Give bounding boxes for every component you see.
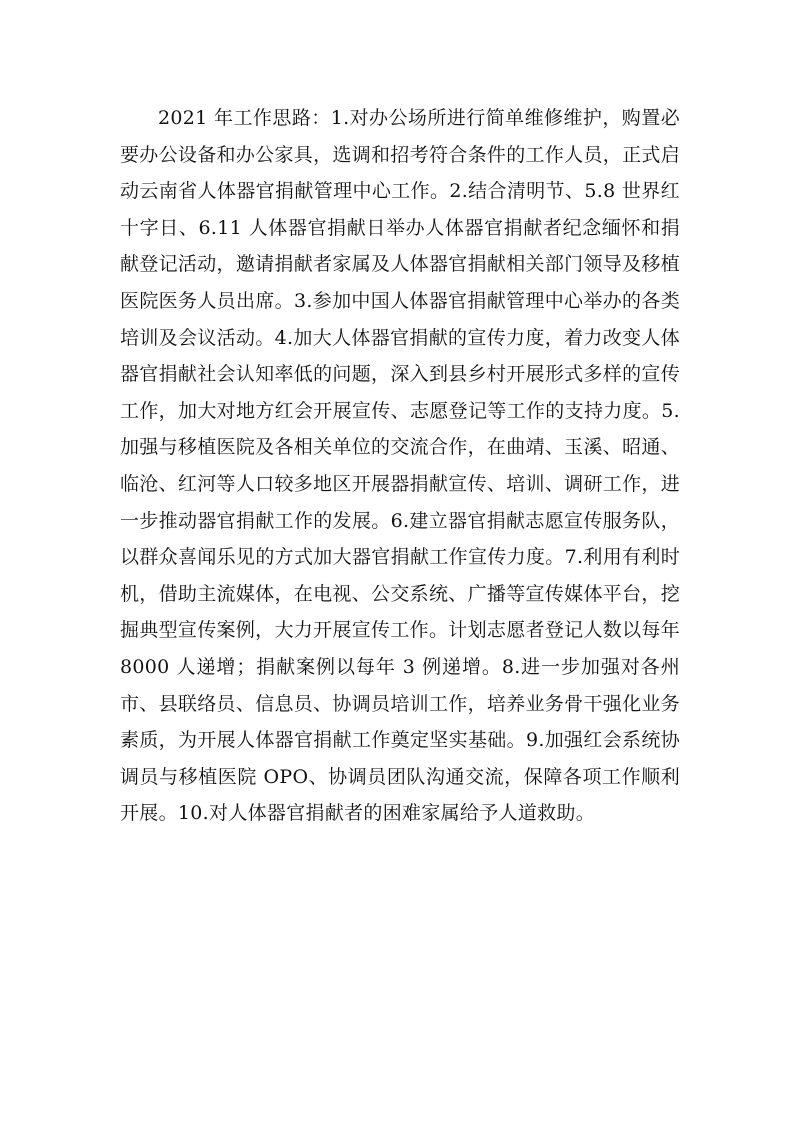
- work-plan-paragraph: 2021 年工作思路：1.对办公场所进行简单维修维护，购置必要办公设备和办公家具，选调和招考符合条件的工作人员，正式启动云南省人体器官捐献管理中心工作。2.结合清明节、5.8 世界红十字日、6.11 人体器官捐献日举办人体器官捐献者纪念缅怀和捐献登记活动，邀请捐献者家属及人体器官捐献相关部门领导及移植医院医务人员出席。3.参加中国人体器官捐献管理中心举办的各类培训及会议活动。4.加大人体器官捐献的宣传力度，着力改变人体器官捐献社会认知率低的问题，深入到县乡村开展形式多样的宣传工作，加大对地方红会开展宣传、志愿登记等工作的支持力度。5.加强与移植医院及各相关单位的交流合作，在曲靖、玉溪、昭通、临沧、红河等人口较多地区开展器捐献宣传、培训、调研工作，进一步推动器官捐献工作的发展。6.建立器官捐献志愿宣传服务队，以群众喜闻乐见的方式加大器官捐献工作宣传力度。7.利用有利时机，借助主流媒体，在电视、公交系统、广播等宣传媒体平台，挖掘典型宣传案例，大力开展宣传工作。计划志愿者登记人数以每年 8000 人递增；捐献案例以每年 3 例递增。8.进一步加强对各州市、县联络员、信息员、协调员培训工作，培养业务骨干强化业务素质，为开展人体器官捐献工作奠定坚实基础。9.加强红会系统协调员与移植医院 OPO、协调员团队沟通交流，保障各项工作顺利开展。10.对人体器官捐献者的困难家属给予人道救助。: [120, 107, 680, 825]
